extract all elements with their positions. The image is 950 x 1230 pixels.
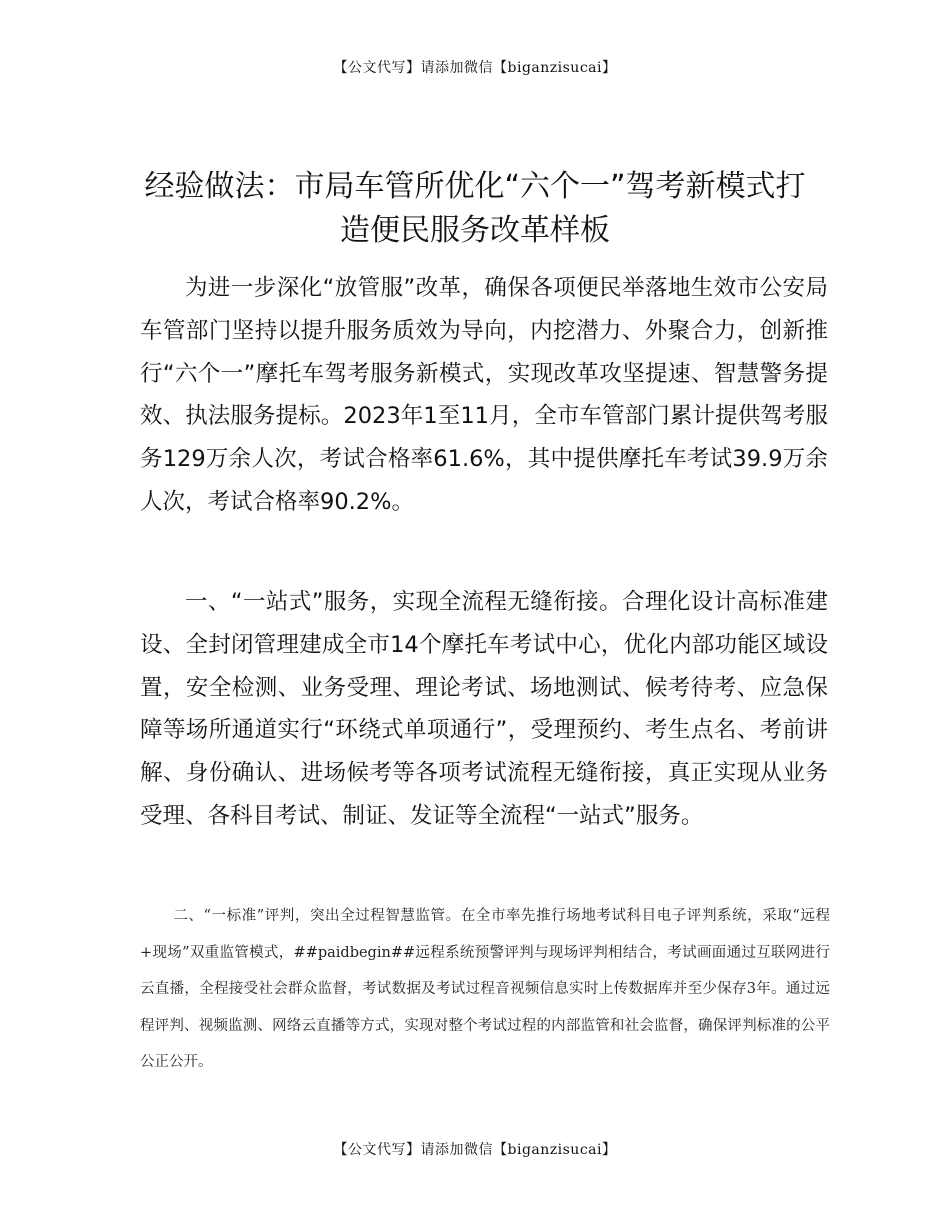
document-title: 经验做法：市局车管所优化“六个一”驾考新模式打造便民服务改革样板: [144, 169, 806, 248]
section-two-paragraph: 二、“一标准”评判，突出全过程智慧监管。在全市率先推行场地考试科目电子评判系统，采取“远程+现场”双重监管模式，##paidbegin##远程系统预警评判与现场评判相结合，考试画面通过互联网进行云直播，全程接受社会群众监督，考试数据及考试过程音视频信息实时上传数据库并至少保存3年。通过远程评判、视频监测、网络云直播等方式，实现对整个考试过程的内部监管和社会监督，确保评判标准的公平公正公开。: [140, 908, 830, 1070]
section-one-paragraph: 一、“一站式”服务，实现全流程无缝衔接。合理化设计高标准建设、全封闭管理建成全市14个摩托车考试中心，优化内部功能区域设置，安全检测、业务受理、理论考试、场地测试、候考待考、应急保障等场所通道实行“环绕式单项通行”，受理预约、考生点名、考前讲解、身份确认、进场候考等各项考试流程无缝衔接，真正实现从业务受理、各科目考试、制证、发证等全流程“一站式”服务。: [140, 589, 828, 829]
intro-paragraph: 为进一步深化“放管服”改革，确保各项便民举落地生效市公安局车管部门坚持以提升服务质效为导向，内挖潜力、外聚合力，创新推行“六个一”摩托车驾考服务新模式，实现改革攻坚提速、智慧警务提效、执法服务提标。2023年1至11月，全市车管部门累计提供驾考服务129万余人次，考试合格率61.6%，其中提供摩托车考试39.9万余人次，考试合格率90.2%。: [140, 275, 828, 515]
header-note: 【公文代写】请添加微信【biganzisucai】: [333, 60, 617, 76]
footer-note: 【公文代写】请添加微信【biganzisucai】: [333, 1142, 617, 1158]
